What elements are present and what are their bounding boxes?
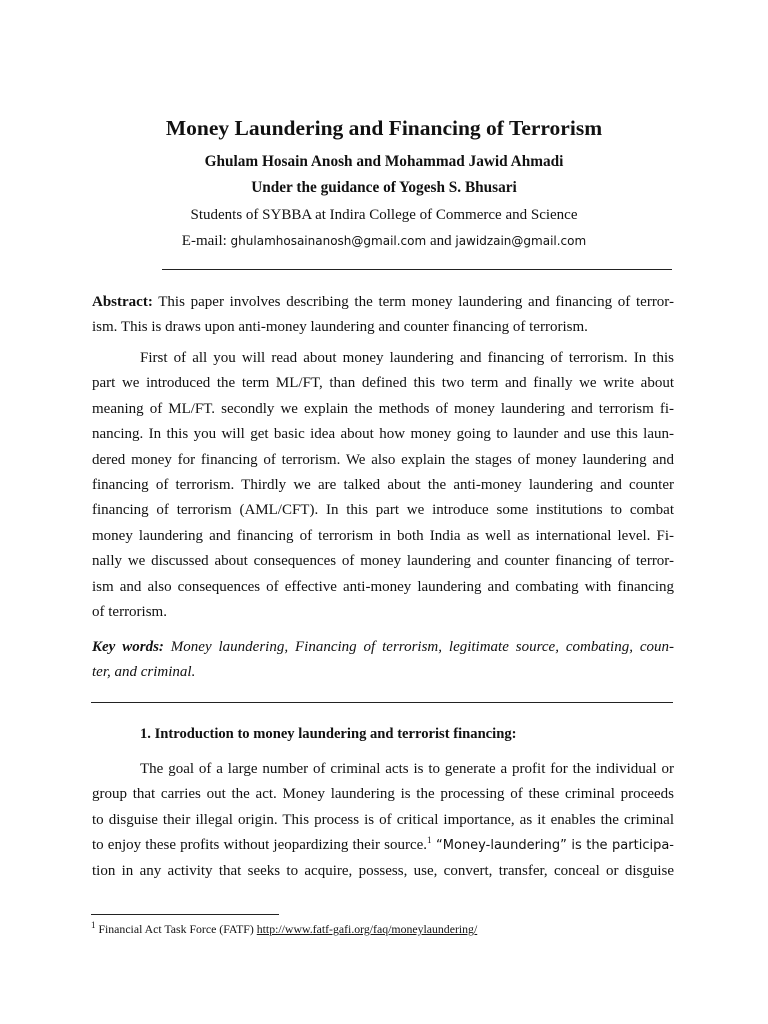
paragraph-line: First of all you will read about money laundering and financing of terrorism. In this xyxy=(140,350,674,366)
footnote-reference[interactable]: 1 xyxy=(427,835,432,846)
paragraph-line: group that carries out the act. Money laundering is the processing of these criminal proceeds xyxy=(92,786,674,803)
abstract-label: Abstract: xyxy=(92,294,153,310)
keywords-label: Key words: xyxy=(92,639,164,655)
footnote-text: Financial Act Task Force (FATF) xyxy=(95,922,257,936)
intro-paragraph xyxy=(92,757,674,884)
paragraph-line: financing of terrorism. Thirdly we are talked about the anti-money laundering and counter xyxy=(92,477,674,494)
paragraph-line: meaning of ML/FT. secondly we explain the methods of money laundering and terrorism fi- xyxy=(92,400,674,417)
keywords-paragraph xyxy=(92,635,674,686)
footnote-divider xyxy=(91,914,279,915)
abstract-line: ism. This is draws upon anti-money laundering and counter financing of terrorism. xyxy=(92,319,588,336)
paragraph-line: of terrorism. xyxy=(92,604,167,621)
keywords-line: ter, and criminal. xyxy=(92,664,196,681)
paragraph-line: ism and also consequences of effective anti-money laundering and combating with financing xyxy=(92,578,674,595)
paragraph-line: financing of terrorism (AML/CFT). In this part we introduce some institutions to combat xyxy=(92,502,674,519)
paragraph-line: money laundering and financing of terrorism in both India as well as international level. Fi- xyxy=(92,527,674,544)
paragraph-line: dered money for financing of terrorism. We also explain the stages of money laundering and xyxy=(92,451,674,468)
paragraph-line: tion in any activity that seeks to acquire, possess, use, convert, transfer, conceal or disguise xyxy=(92,862,674,879)
keywords-divider xyxy=(91,702,673,703)
email-and: and xyxy=(426,233,456,249)
email-label: E-mail: xyxy=(181,233,231,249)
paragraph-line: to disguise their illegal origin. This process is of critical importance, as it enables the criminal xyxy=(92,811,674,828)
email-address-2[interactable]: jawidzain@gmail.com xyxy=(455,234,587,248)
section-heading: 1. Introduction to money laundering and terrorist financing: xyxy=(140,726,517,742)
paper-affiliation: Students of SYBBA at Indira College of Commerce and Science xyxy=(190,207,578,223)
keywords-line: Key words: Money laundering, Financing of terrorism, legitimate source, combating, coun- xyxy=(92,639,674,655)
summary-paragraph xyxy=(92,346,674,625)
paragraph-line: The goal of a large number of criminal acts is to generate a profit for the individual or xyxy=(140,761,674,777)
paper-title: Money Laundering and Financing of Terrorism xyxy=(165,116,603,140)
footnote xyxy=(91,921,477,937)
footnote-link[interactable]: http://www.fatf-gafi.org/faq/moneylaundering/ xyxy=(256,922,478,936)
paragraph-line: to enjoy these profits without jeopardizing their source.$^1$ “Money-laundering” is the participa- xyxy=(92,835,674,854)
paragraph-line: nancing. In this you will get basic idea about how money going to launder and use this laun- xyxy=(92,426,674,443)
abstract-line: Abstract: This paper involves describing the term money laundering and financing of terror- xyxy=(92,294,674,310)
abstract-paragraph xyxy=(92,290,674,341)
header-divider xyxy=(162,269,672,270)
paragraph-line: nally we discussed about consequences of money laundering and counter financing of terror- xyxy=(92,553,674,570)
paragraph-line: part we introduced the term ML/FT, than defined this two term and finally we write about xyxy=(92,375,674,392)
paper-guidance: Under the guidance of Yogesh S. Bhusari xyxy=(251,179,517,196)
paper-email-line xyxy=(0,230,768,252)
footnote-number: 1 xyxy=(91,920,96,931)
email-address-1[interactable]: ghulamhosainanosh@gmail.com xyxy=(230,234,427,248)
paper-authors: Ghulam Hosain Anosh and Mohammad Jawid Ahmadi xyxy=(204,153,564,170)
